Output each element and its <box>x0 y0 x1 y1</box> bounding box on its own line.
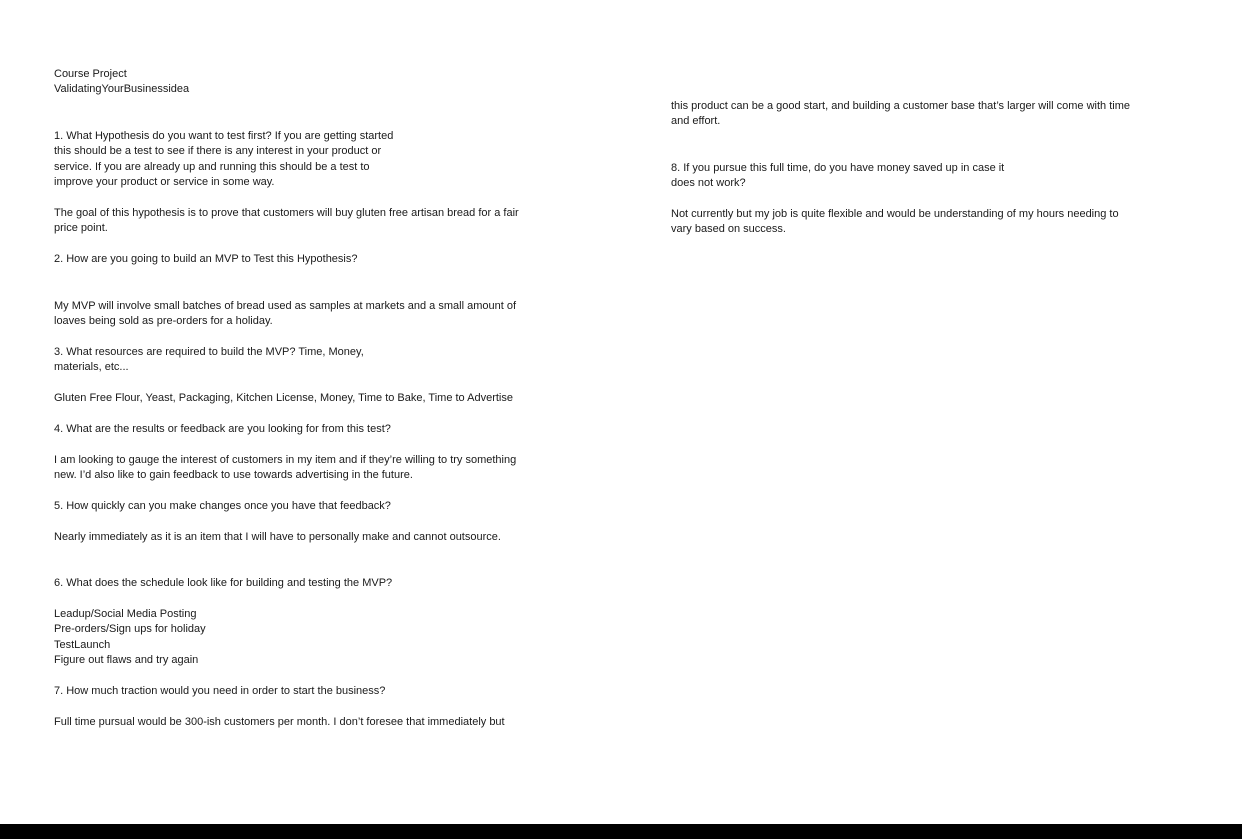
answer-line: Full time pursual would be 300-ish customers per month. I don’t foresee that immediately but <box>54 716 505 728</box>
answer-line: vary based on success. <box>671 223 786 236</box>
answer-line: Figure out flaws and try again <box>54 653 199 666</box>
answer-line: Nearly immediately as it is an item that I will have to personally make and cannot outsource. <box>54 531 501 543</box>
answer-line: The goal of this hypothesis is to prove that customers will buy gluten free artisan bread for a fair <box>54 207 519 219</box>
question-line: 1. What Hypothesis do you want to test first? If you are getting started <box>54 130 394 142</box>
question-3 <box>54 345 364 376</box>
answer-line: TestLaunch <box>54 638 111 651</box>
question-line: 5. How quickly can you make changes once you have that feedback? <box>54 500 391 512</box>
question-line: service. If you are already up and running this should be a test to <box>54 160 370 173</box>
question-line: 2. How are you going to build an MVP to Test this Hypothesis? <box>54 253 358 265</box>
answer-7 <box>54 715 505 730</box>
answer-line: new. I’d also like to gain feedback to use towards advertising in the future. <box>54 469 413 482</box>
question-line: 7. How much traction would you need in order to start the business? <box>54 685 386 697</box>
answer-line: and effort. <box>671 115 721 128</box>
document-header <box>54 67 189 98</box>
answer-line: Pre-orders/Sign ups for holiday <box>54 623 206 636</box>
answer-line: price point. <box>54 222 108 235</box>
question-line: 6. What does the schedule look like for building and testing the MVP? <box>54 577 393 589</box>
answer-4 <box>54 453 516 484</box>
question-7 <box>54 684 385 699</box>
question-6 <box>54 576 392 591</box>
answer-1 <box>54 206 519 237</box>
question-line: improve your product or service in some way. <box>54 175 275 188</box>
question-5 <box>54 499 391 514</box>
course-label: Course Project <box>54 68 127 80</box>
answer-line: Gluten Free Flour, Yeast, Packaging, Kitchen License, Money, Time to Bake, Time to Advertise <box>54 392 513 404</box>
answer-8 <box>671 207 1119 238</box>
document-title: ValidatingYourBusinessidea <box>54 83 190 96</box>
answer-3 <box>54 391 513 406</box>
answer-line: loaves being sold as pre-orders for a holiday. <box>54 315 273 328</box>
question-line: does not work? <box>671 177 746 190</box>
answer-2 <box>54 299 516 330</box>
answer-line: Leadup/Social Media Posting <box>54 608 197 620</box>
question-line: 4. What are the results or feedback are you looking for from this test? <box>54 423 391 435</box>
answer-6 <box>54 607 206 668</box>
question-8 <box>671 161 1004 192</box>
answer-line: I am looking to gauge the interest of customers in my item and if they’re willing to try something <box>54 454 517 466</box>
question-line: 3. What resources are required to build the MVP? Time, Money, <box>54 346 364 358</box>
answer-line: Not currently but my job is quite flexible and would be understanding of my hours needing to <box>671 208 1119 220</box>
bottom-black-bar <box>0 824 1242 839</box>
answer-5 <box>54 530 501 545</box>
question-line: 8. If you pursue this full time, do you have money saved up in case it <box>671 162 1005 174</box>
question-4 <box>54 422 391 437</box>
question-line: this should be a test to see if there is any interest in your product or <box>54 145 382 158</box>
answer-7-continued <box>671 99 1130 130</box>
question-2 <box>54 252 358 267</box>
question-1 <box>54 129 393 190</box>
question-line: materials, etc... <box>54 361 129 374</box>
answer-line: this product can be a good start, and building a customer base that’s larger will come with time <box>671 100 1130 112</box>
answer-line: My MVP will involve small batches of bread used as samples at markets and a small amount of <box>54 300 516 312</box>
